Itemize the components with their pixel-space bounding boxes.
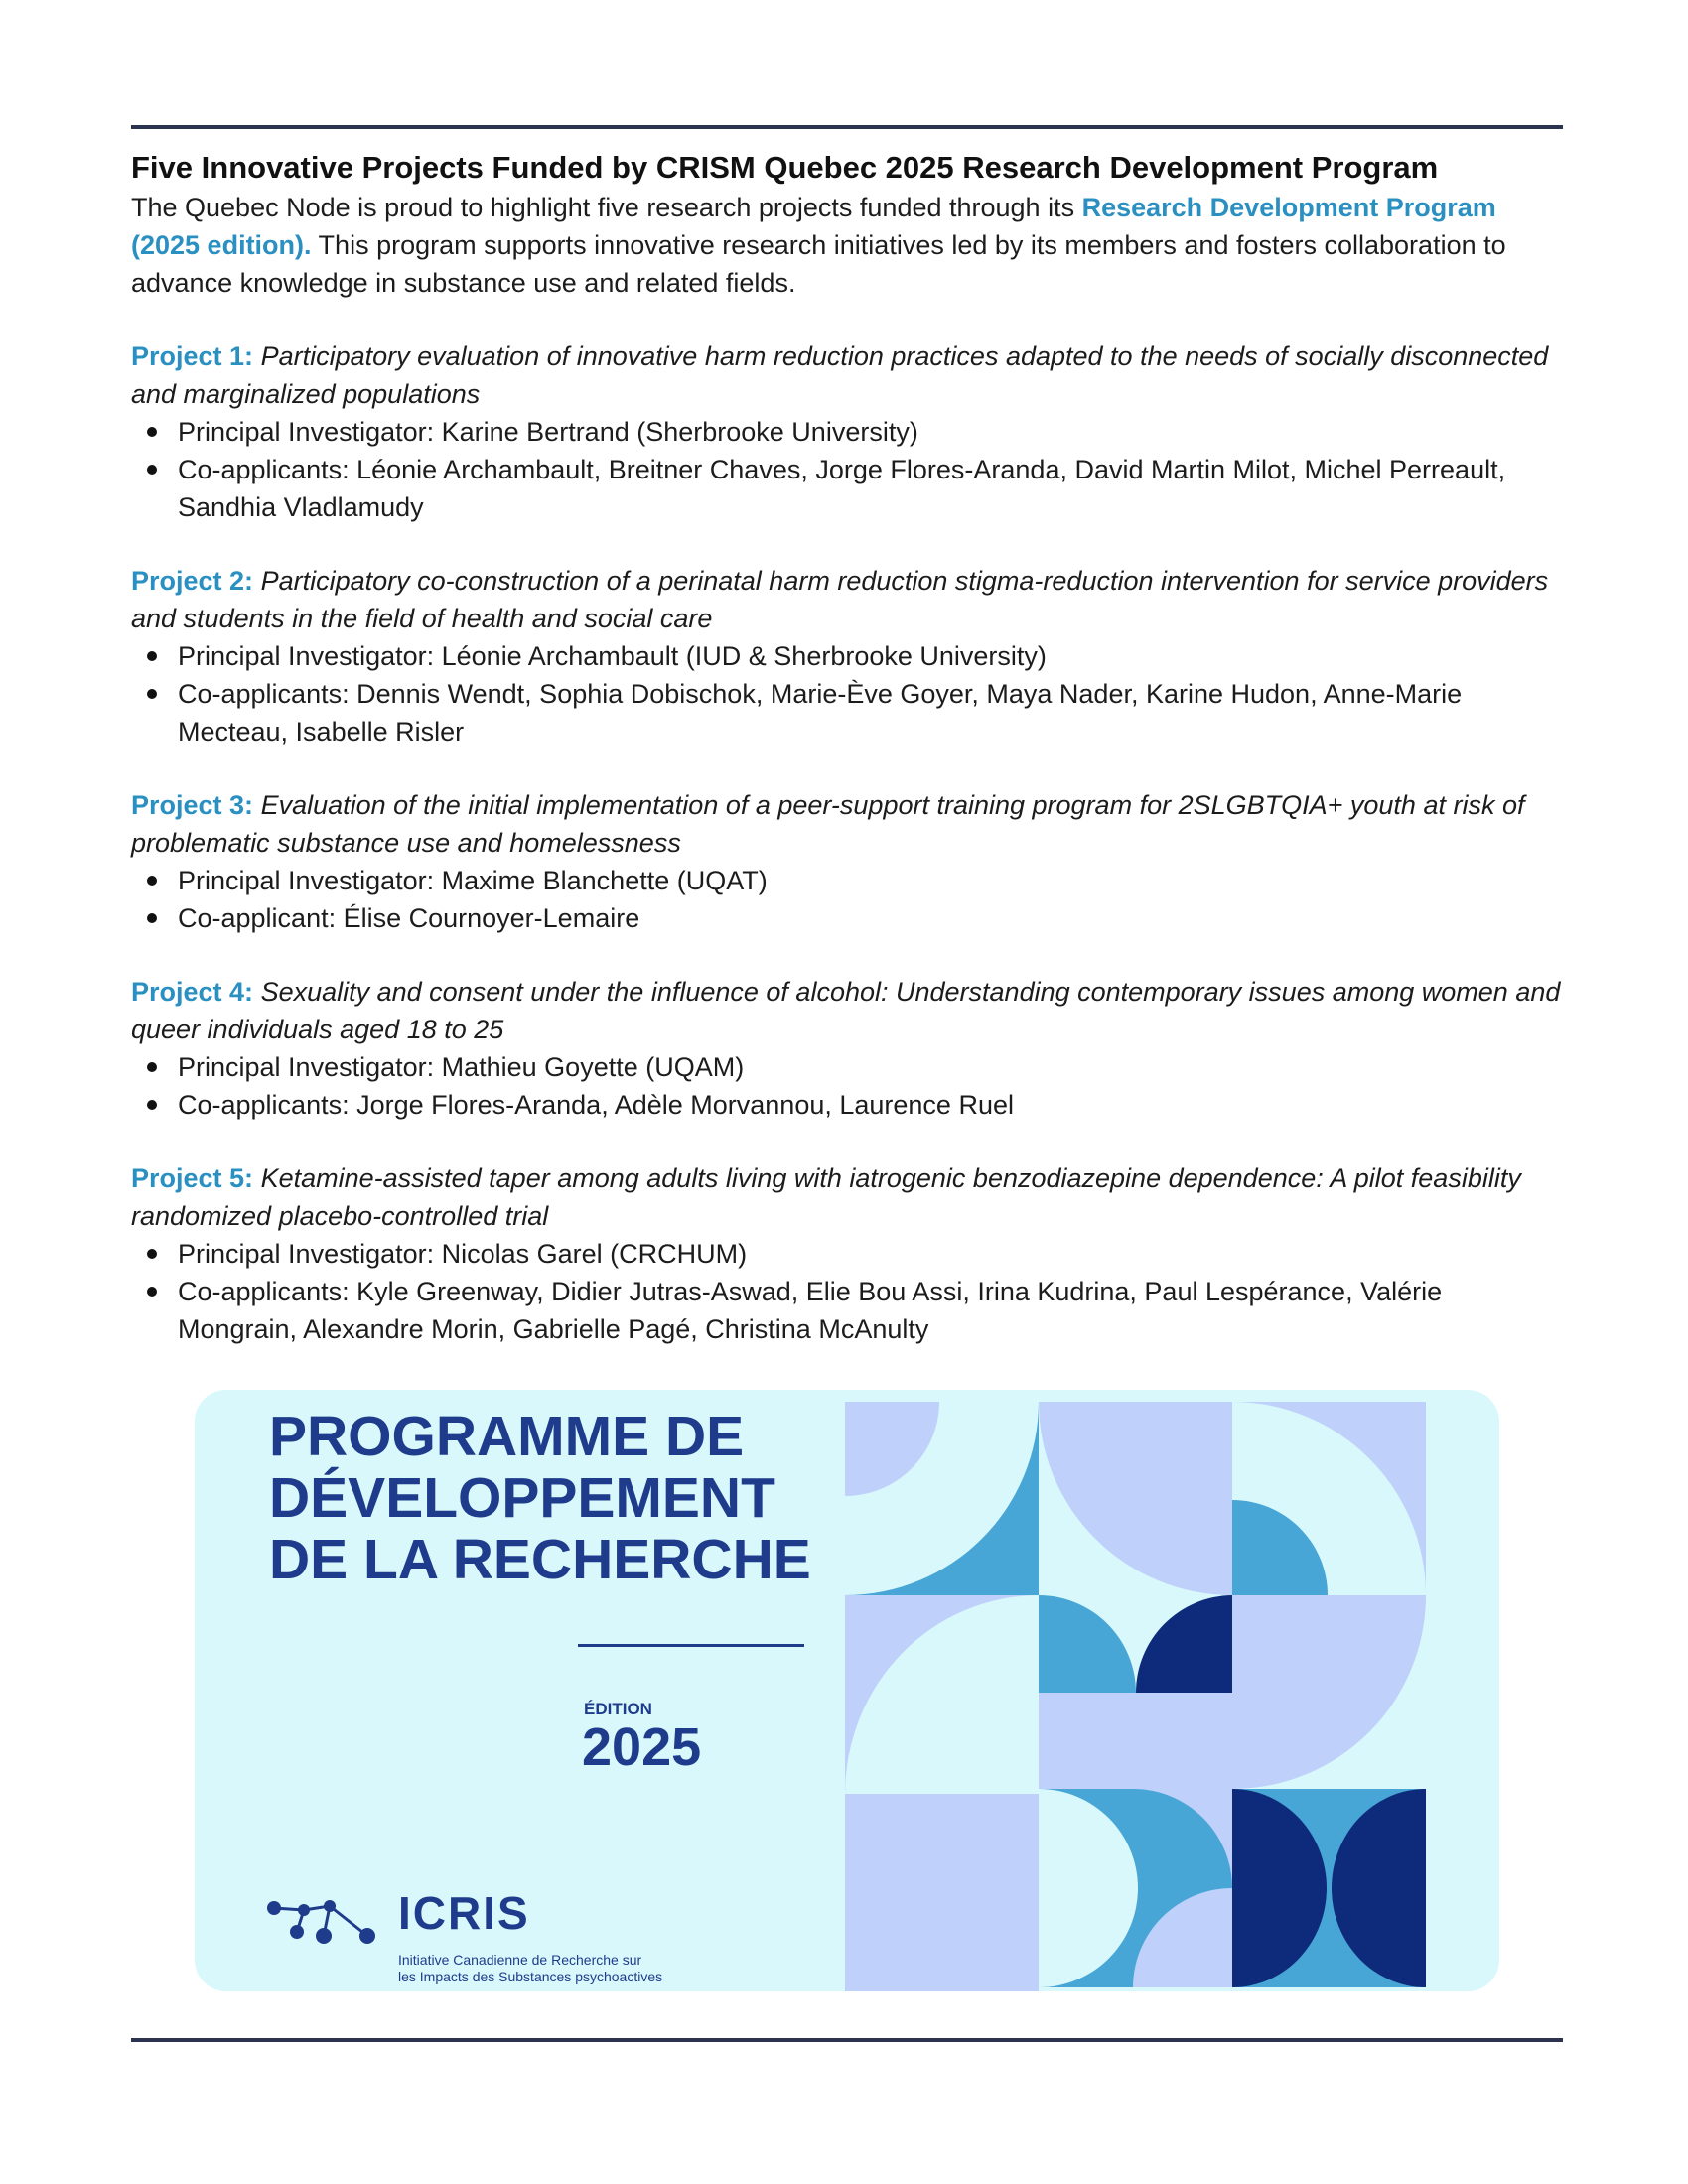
co-applicants: Co-applicants: Jorge Flores-Aranda, Adèle Morvannou, Laurence Ruel bbox=[178, 1086, 1563, 1124]
principal-investigator: Principal Investigator: Nicolas Garel (CRCHUM) bbox=[178, 1235, 1563, 1273]
project-label: Project 1: bbox=[131, 341, 254, 371]
logo-subtitle-line: les Impacts des Substances psychoactives bbox=[398, 1969, 663, 1984]
intro-paragraph bbox=[131, 189, 1563, 302]
principal-investigator: Principal Investigator: Léonie Archambault (IUD & Sherbrooke University) bbox=[178, 637, 1563, 675]
top-rule bbox=[131, 125, 1563, 129]
banner-divider bbox=[578, 1644, 804, 1647]
program-link[interactable]: Research Development Program (2025 edition). bbox=[131, 193, 1496, 260]
program-banner bbox=[195, 1390, 1499, 1991]
logo-subtitle-line: Initiative Canadienne de Recherche sur bbox=[398, 1952, 642, 1968]
icris-logo-wordmark: ICRIS bbox=[398, 1887, 530, 1939]
banner-title-line: PROGRAMME DE bbox=[269, 1405, 745, 1468]
project-2 bbox=[131, 562, 1563, 751]
icris-logo-subtitle bbox=[398, 1952, 662, 1985]
banner-title-line: DE LA RECHERCHE bbox=[269, 1528, 811, 1591]
edition-year: 2025 bbox=[582, 1717, 702, 1777]
project-label: Project 3: bbox=[131, 790, 254, 820]
banner-title bbox=[269, 1406, 811, 1590]
banner-title-line: DÉVELOPPEMENT bbox=[269, 1466, 775, 1530]
intro-text-after: This program supports innovative research initiatives led by its members and fosters collaboration to advance knowledge in substance use and related fields. bbox=[131, 230, 1506, 298]
project-title: Sexuality and consent under the influence of alcohol: Understanding contemporary issues among women and queer individuals aged 18 to 25 bbox=[131, 977, 1561, 1044]
article-heading: Five Innovative Projects Funded by CRISM Quebec 2025 Research Development Program bbox=[131, 150, 1439, 185]
co-applicants: Co-applicants: Dennis Wendt, Sophia Dobischok, Marie-Ève Goyer, Maya Nader, Karine Hudon, Anne-Marie Mecteau, Isabelle Risler bbox=[178, 675, 1563, 751]
project-title: Ketamine-assisted taper among adults living with iatrogenic benzodiazepine dependence: A pilot feasibility randomized placebo-controlled trial bbox=[131, 1163, 1521, 1231]
edition-label: ÉDITION bbox=[584, 1700, 652, 1718]
project-1 bbox=[131, 338, 1563, 526]
project-label: Project 2: bbox=[131, 566, 254, 596]
project-label: Project 4: bbox=[131, 977, 254, 1007]
principal-investigator: Principal Investigator: Mathieu Goyette (UQAM) bbox=[178, 1048, 1563, 1086]
intro-text-before: The Quebec Node is proud to highlight five research projects funded through its bbox=[131, 193, 1082, 222]
co-applicants: Co-applicants: Léonie Archambault, Breitner Chaves, Jorge Flores-Aranda, David Martin Milot, Michel Perreault, Sandhia Vladlamudy bbox=[178, 451, 1563, 526]
co-applicants: Co-applicant: Élise Cournoyer-Lemaire bbox=[178, 899, 1563, 937]
project-3 bbox=[131, 786, 1563, 937]
project-title: Participatory evaluation of innovative harm reduction practices adapted to the needs of socially disconnected and marginalized populations bbox=[131, 341, 1549, 409]
principal-investigator: Principal Investigator: Karine Bertrand (Sherbrooke University) bbox=[178, 413, 1563, 451]
project-title: Participatory co-construction of a perinatal harm reduction stigma-reduction intervention for service providers and students in the field of health and social care bbox=[131, 566, 1549, 633]
co-applicants: Co-applicants: Kyle Greenway, Didier Jutras-Aswad, Elie Bou Assi, Irina Kudrina, Paul Lespérance, Valérie Mongrain, Alexandre Morin, Gabrielle Pagé, Christina McAnulty bbox=[178, 1273, 1563, 1348]
article bbox=[131, 147, 1563, 1348]
bottom-rule bbox=[131, 2038, 1563, 2042]
principal-investigator: Principal Investigator: Maxime Blanchette (UQAT) bbox=[178, 862, 1563, 899]
project-4 bbox=[131, 973, 1563, 1124]
project-title: Evaluation of the initial implementation of a peer-support training program for 2SLGBTQIA+ youth at risk of problematic substance use and homelessness bbox=[131, 790, 1525, 858]
project-label: Project 5: bbox=[131, 1163, 254, 1193]
icris-network-logo-icon bbox=[264, 1900, 393, 1956]
project-5 bbox=[131, 1160, 1563, 1348]
